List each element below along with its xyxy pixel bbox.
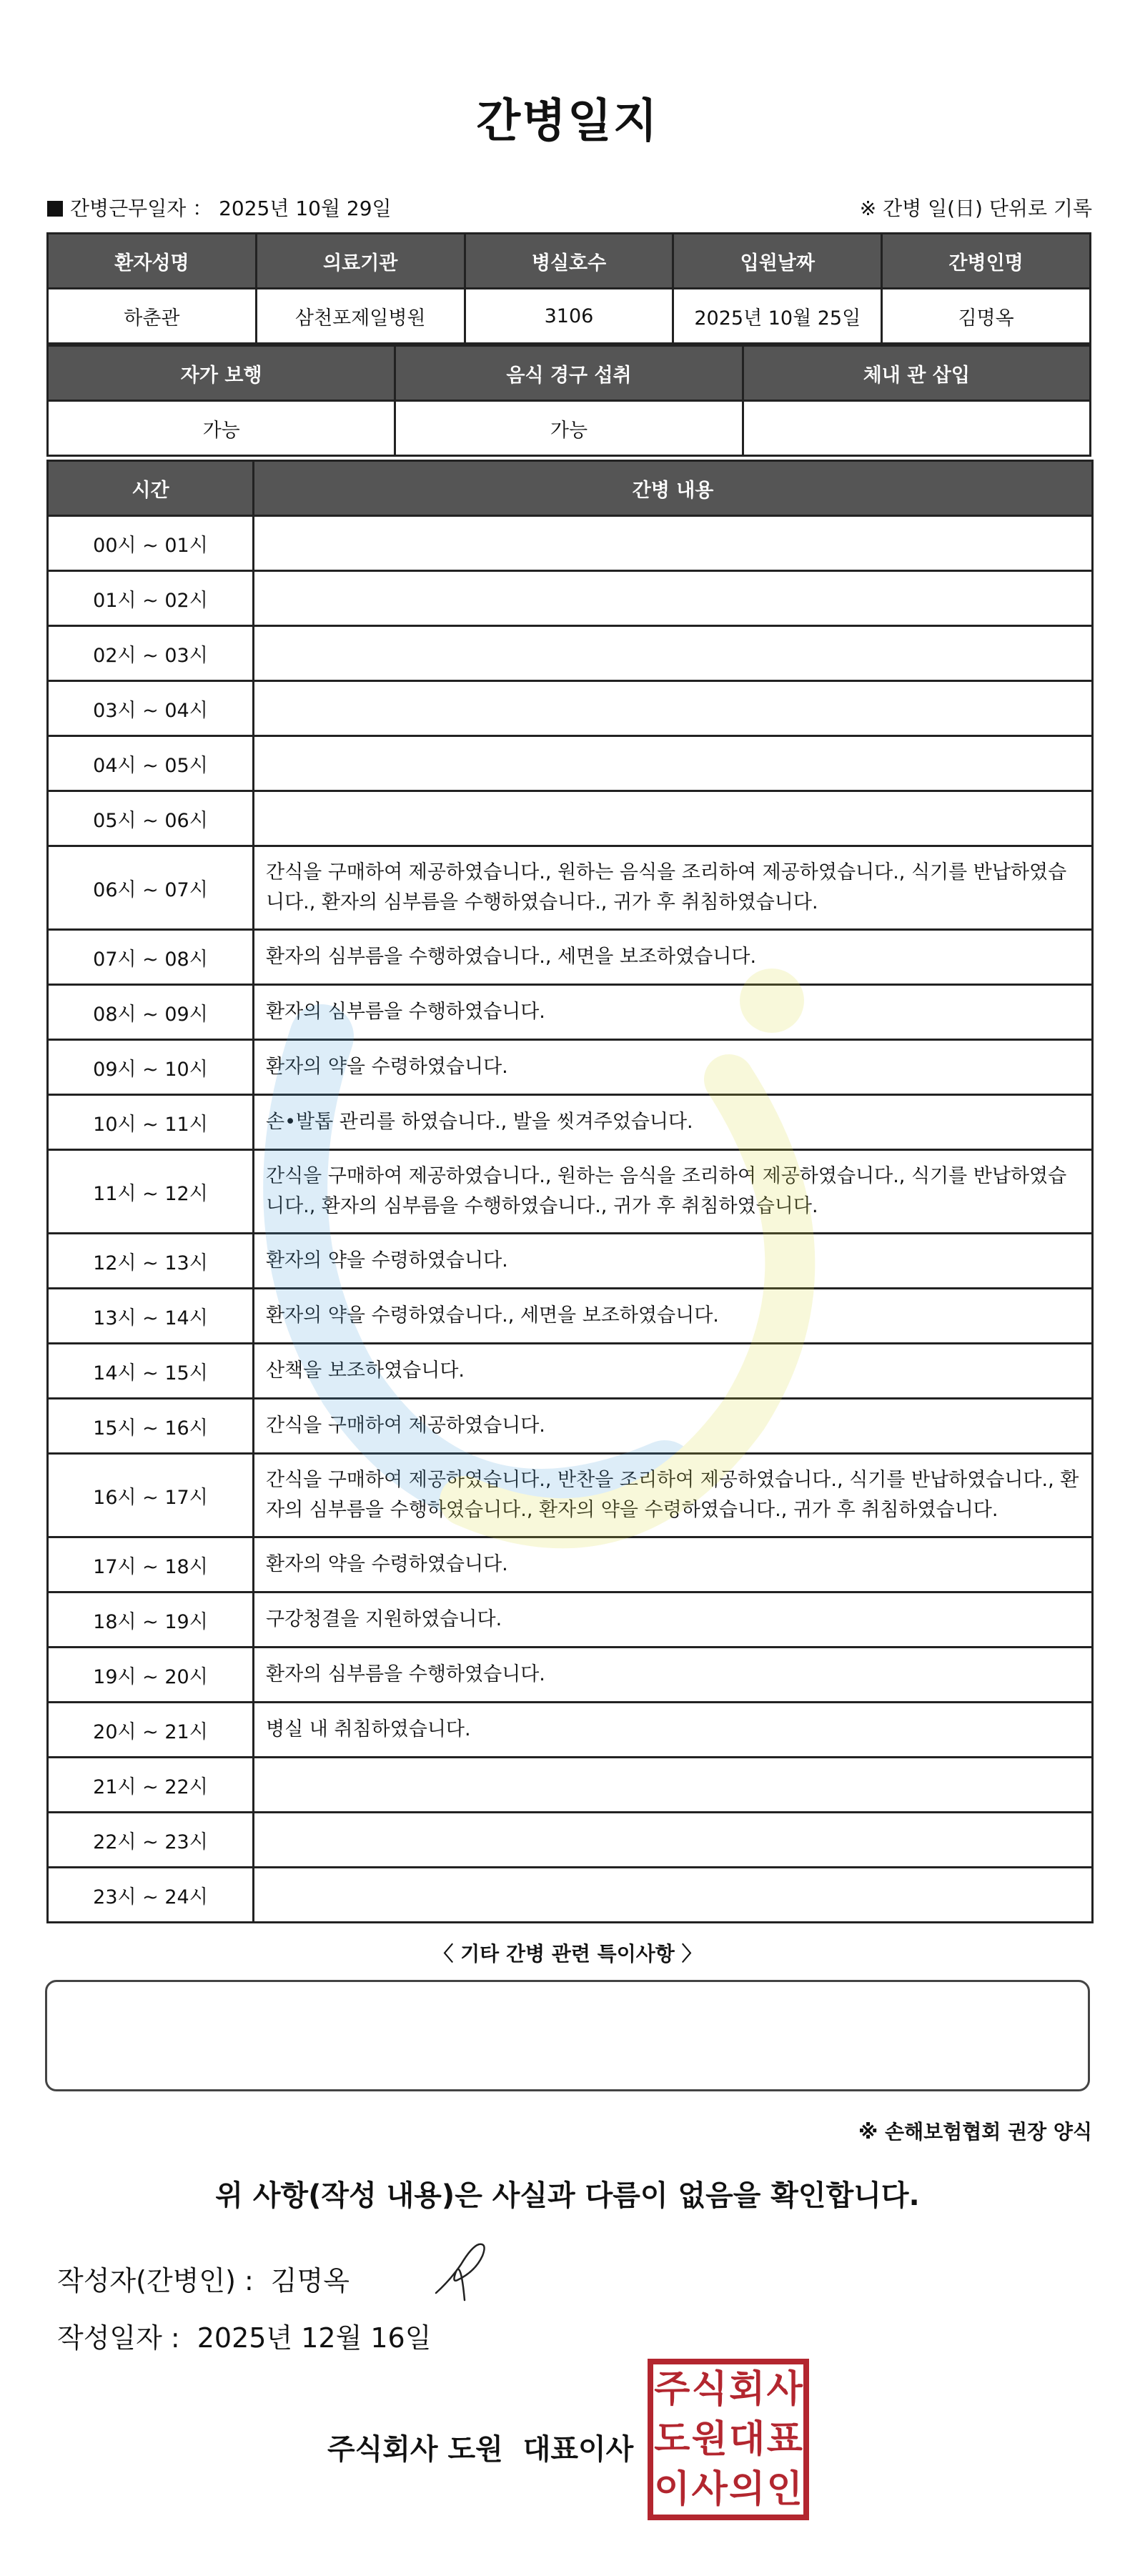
table-row	[48, 791, 1093, 846]
row-time: 14시 ~ 15시	[48, 1344, 254, 1399]
patient-name: 하춘관	[48, 289, 257, 344]
row-time: 16시 ~ 17시	[48, 1454, 254, 1537]
written-date-value: 2025년 12월 16일	[197, 2322, 432, 2354]
row-content	[254, 626, 1093, 681]
row-content: 환자의 약을 수령하였습니다.	[254, 1040, 1093, 1095]
table-row	[48, 1095, 1093, 1150]
row-time: 07시 ~ 08시	[48, 930, 254, 985]
seal-character: 대	[729, 2417, 765, 2461]
seal-character: 이	[654, 2467, 690, 2511]
row-content: 간식을 구매하여 제공하였습니다., 원하는 음식을 조리하여 제공하였습니다., 식기를 반납하였습니다., 환자의 심부름을 수행하였습니다., 귀가 후 취침하였습니다.	[254, 846, 1093, 930]
seal-character: 의	[729, 2467, 765, 2511]
row-content: 간식을 구매하여 제공하였습니다., 반찬을 조리하여 제공하였습니다., 식기를 반납하였습니다., 환자의 심부름을 수행하였습니다., 환자의 약을 수령하였습니다., 귀가 후 취침하였습니다.	[254, 1454, 1093, 1537]
table-row	[48, 930, 1093, 985]
table-row	[48, 846, 1093, 930]
table-row	[48, 985, 1093, 1040]
table-row	[48, 1758, 1093, 1813]
row-content: 손•발톱 관리를 하였습니다., 발을 씻겨주었습니다.	[254, 1095, 1093, 1150]
header-caregiver-name: 간병인명	[882, 234, 1091, 289]
seal-character: 사	[691, 2467, 728, 2511]
seal-character: 식	[691, 2367, 728, 2411]
header-patient-name: 환자성명	[48, 234, 257, 289]
caregiver-name: 김명옥	[882, 289, 1091, 344]
remarks-title: 〈 기타 간병 관련 특이사항 〉	[433, 1942, 702, 1966]
work-date-line	[47, 193, 392, 222]
row-content: 환자의 약을 수령하였습니다., 세면을 보조하였습니다.	[254, 1289, 1093, 1344]
oral-intake: 가능	[395, 401, 743, 456]
row-content: 환자의 심부름을 수행하였습니다.	[254, 985, 1093, 1040]
row-content: 산책을 보조하였습니다.	[254, 1344, 1093, 1399]
table-row	[48, 516, 1093, 571]
header-oral-intake: 음식 경구 섭취	[395, 346, 743, 401]
row-time: 15시 ~ 16시	[48, 1399, 254, 1454]
row-content: 환자의 심부름을 수행하였습니다., 세면을 보조하였습니다.	[254, 930, 1093, 985]
seal-character: 주	[654, 2367, 690, 2411]
seal-character: 도	[654, 2417, 690, 2461]
row-time: 01시 ~ 02시	[48, 571, 254, 626]
seal-character: 원	[691, 2417, 728, 2461]
table-row	[48, 681, 1093, 736]
table-row	[48, 1234, 1093, 1289]
row-content	[254, 1868, 1093, 1923]
seal-character: 사	[766, 2367, 803, 2411]
work-date-value: 2025년 10월 29일	[219, 197, 392, 220]
row-time: 12시 ~ 13시	[48, 1234, 254, 1289]
written-date-label: 작성일자 :	[57, 2322, 180, 2354]
header-room-number: 병실호수	[465, 234, 673, 289]
row-time: 03시 ~ 04시	[48, 681, 254, 736]
row-time: 23시 ~ 24시	[48, 1868, 254, 1923]
row-content: 환자의 심부름을 수행하였습니다.	[254, 1648, 1093, 1703]
row-time: 10시 ~ 11시	[48, 1095, 254, 1150]
table-row	[48, 736, 1093, 791]
header-hospital: 의료기관	[256, 234, 465, 289]
row-content: 환자의 약을 수령하였습니다.	[254, 1537, 1093, 1592]
patient-status-table	[46, 345, 1091, 457]
row-time: 13시 ~ 14시	[48, 1289, 254, 1344]
row-time: 02시 ~ 03시	[48, 626, 254, 681]
row-content	[254, 681, 1093, 736]
tube-insertion	[743, 401, 1090, 456]
header-tube-insertion: 체내 관 삽입	[743, 346, 1090, 401]
header-admission-date: 입원날짜	[673, 234, 882, 289]
company-line	[327, 2427, 633, 2467]
row-time: 05시 ~ 06시	[48, 791, 254, 846]
row-time: 09시 ~ 10시	[48, 1040, 254, 1095]
row-time: 00시 ~ 01시	[48, 516, 254, 571]
self-walking: 가능	[48, 401, 395, 456]
row-content	[254, 791, 1093, 846]
written-date-line	[57, 2316, 431, 2355]
seal-character: 표	[766, 2417, 803, 2461]
row-content: 간식을 구매하여 제공하였습니다.	[254, 1399, 1093, 1454]
confirmation-statement: 위 사항(작성 내용)은 사실과 다름이 없음을 확인합니다.	[215, 2179, 920, 2212]
row-content: 병실 내 취침하였습니다.	[254, 1703, 1093, 1758]
row-time: 08시 ~ 09시	[48, 985, 254, 1040]
table-row	[48, 1592, 1093, 1648]
row-time: 18시 ~ 19시	[48, 1592, 254, 1648]
writer-line	[57, 2259, 350, 2298]
table-row	[48, 1648, 1093, 1703]
header-care-content: 간병 내용	[254, 461, 1093, 516]
table-row	[48, 626, 1093, 681]
seal-character: 회	[729, 2367, 765, 2411]
table-row	[48, 1399, 1093, 1454]
square-bullet-icon	[47, 201, 63, 217]
row-content	[254, 736, 1093, 791]
row-content	[254, 571, 1093, 626]
row-time: 11시 ~ 12시	[48, 1150, 254, 1234]
unit-note: ※ 간병 일(日) 단위로 기록	[859, 197, 1092, 220]
row-content: 환자의 약을 수령하였습니다.	[254, 1234, 1093, 1289]
table-row	[48, 1537, 1093, 1592]
table-row	[48, 571, 1093, 626]
table-row	[48, 1040, 1093, 1095]
row-time: 19시 ~ 20시	[48, 1648, 254, 1703]
row-time: 22시 ~ 23시	[48, 1813, 254, 1868]
row-time: 21시 ~ 22시	[48, 1758, 254, 1813]
admission-date: 2025년 10월 25일	[673, 289, 882, 344]
ceo-title: 대표이사	[522, 2433, 634, 2466]
table-row	[48, 1813, 1093, 1868]
form-note: ※ 손해보험협회 권장 양식	[858, 2120, 1092, 2144]
row-content	[254, 1813, 1093, 1868]
seal-character: 인	[766, 2467, 803, 2511]
room-number: 3106	[465, 289, 673, 344]
writer-name: 김명옥	[270, 2265, 350, 2297]
row-content	[254, 516, 1093, 571]
work-date-label: 간병근무일자 ：	[70, 197, 213, 220]
row-content	[254, 1758, 1093, 1813]
row-time: 17시 ~ 18시	[48, 1537, 254, 1592]
company-name: 주식회사 도원	[327, 2433, 503, 2466]
row-time: 06시 ~ 07시	[48, 846, 254, 930]
table-row	[48, 1454, 1093, 1537]
table-row	[48, 1150, 1093, 1234]
header-time: 시간	[48, 461, 254, 516]
row-content: 간식을 구매하여 제공하였습니다., 원하는 음식을 조리하여 제공하였습니다., 식기를 반납하였습니다., 환자의 심부름을 수행하였습니다., 귀가 후 취침하였습니다.	[254, 1150, 1093, 1234]
row-time: 04시 ~ 05시	[48, 736, 254, 791]
table-row	[48, 1289, 1093, 1344]
hospital: 삼천포제일병원	[256, 289, 465, 344]
writer-label: 작성자(간병인) :	[57, 2265, 254, 2297]
document-title: 간병일지	[476, 95, 659, 148]
row-content: 구강청결을 지원하였습니다.	[254, 1592, 1093, 1648]
table-row	[48, 1344, 1093, 1399]
remarks-box	[45, 1980, 1090, 2091]
care-log-table	[46, 460, 1094, 1923]
table-row	[48, 1703, 1093, 1758]
patient-info-table	[46, 232, 1091, 345]
signature-icon	[422, 2236, 507, 2307]
company-seal-icon	[648, 2359, 809, 2520]
table-row	[48, 1868, 1093, 1923]
row-time: 20시 ~ 21시	[48, 1703, 254, 1758]
header-self-walking: 자가 보행	[48, 346, 395, 401]
